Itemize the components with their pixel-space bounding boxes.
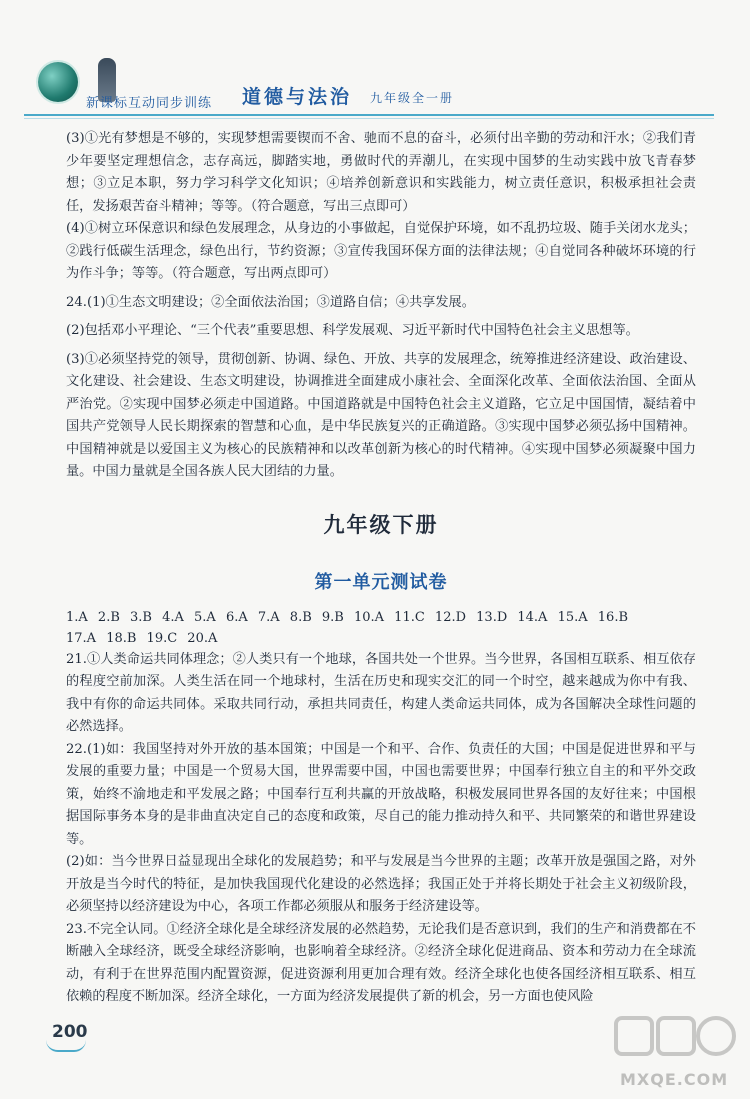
answer-paragraph: (3)①必须坚持党的领导，贯彻创新、协调、绿色、开放、共享的发展理念，统筹推进经济建设、政治建设、文化建设、社会建设、生态文明建设，协调推进全面建成小康社会、全面深化改革、全面依法治国、全面从严治党。②实现中国梦必须走中国道路。中国道路就是中国特色社会主义道路，它立足中国国情，凝结着中国共产党领导人民长期探索的智慧和心血，是中华民族复兴的正确道路。③实现中国梦必须弘扬中国精神。中国精神就是以爱国主义为核心的民族精神和以改革创新为核心的时代精神。④实现中国梦必须凝聚中国力量。中国力量就是全国各族人民大团结的力量。 [66, 351, 696, 479]
answer-paragraph: 22.(1)如：我国坚持对外开放的基本国策；中国是一个和平、合作、负责任的大国；中国是促进世界和平与发展的重要力量；中国是一个贸易大国，世界需要中国，中国也需要世界；中国奉行独立自主的和平外交政策，始终不渝地走和平发展之路；中国奉行互利共赢的开放战略，积极发展同世界各国的友好往来；中国根据国际事务本身的是非曲直决定自己的态度和政策，尽自己的能力推动持久和平、共同繁荣的和谐世界建设等。 [66, 741, 696, 847]
multiple-choice-answers: 17.A 18.B 19.C 20.A [66, 630, 218, 646]
answer-paragraph: 21.①人类命运共同体理念；②人类只有一个地球，各国共处一个世界。当今世界，各国相互联系、相互依存的程度空前加深。人类生活在同一个地球村，生活在历史和现实交汇的同一个时空，越来越成为你中有我、我中有你的命运共同体。采取共同行动，承担共同责任，构建人类命运共同体，成为各国解决全球性问题的必然选择。 [66, 651, 696, 734]
grade-label: 九年级全一册 [370, 91, 455, 105]
multiple-choice-answers: 1.A 2.B 3.B 4.A 5.A 6.A 7.A 8.B 9.B 10.A 11.C 12.D 13.D 14.A 15.A 16.B [66, 609, 628, 625]
answer-paragraph: 24.(1)①生态文明建设；②全面依法治国；③道路自信；④共享发展。 [66, 294, 475, 310]
watermark-text: MXQE.COM [620, 1070, 729, 1089]
globe-logo-icon [38, 62, 78, 102]
subject-title: 道德与法治 [242, 86, 353, 108]
page-header [24, 40, 724, 110]
unit-title: 第一单元测试卷 [314, 572, 448, 593]
answer-paragraph: 23.不完全认同。①经济全球化是全球经济发展的必然趋势，无论我们是否意识到，我们的生产和消费都在不断融入全球经济，既受全球经济影响，也影响着全球经济。②经济全球化促进商品、资本和劳动力在全球流动，有利于在世界范围内配置资源，促进资源利用更加合理有效。经济全球化也使各国经济相互联系、相互依赖的程度不断加深。经济全球化，一方面为经济发展提供了新的机会，另一方面也使风险 [66, 921, 696, 1004]
answer-paragraph: (2)包括邓小平理论、“三个代表”重要思想、科学发展观、习近平新时代中国特色社会主义思想等。 [66, 323, 639, 338]
page-number: 200 [52, 1022, 88, 1042]
answer-paragraph: (3)①光有梦想是不够的，实现梦想需要锲而不舍、驰而不息的奋斗，必须付出辛勤的劳动和汗水；②我们青少年要坚定理想信念，志存高远，脚踏实地，勇做时代的弄潮儿，在实现中国梦的生动实践中放飞青春梦想；③立足本职，努力学习科学文化知识；④培养创新意识和实践能力，树立责任意识，积极承担社会责任，发扬艰苦奋斗精神；等等。（符合题意，写出三点即可） [66, 131, 696, 214]
answer-paragraph: (2)如：当今世界日益显现出全球化的发展趋势；和平与发展是当今世界的主题；改革开放是强国之路，对外开放是当今时代的特征，是加快我国现代化建设的必然选择；我国正处于并将长期处于社会主义初级阶段，必须坚持以经济建设为中心，各项工作都必须服从和服务于经济建设等。 [66, 854, 696, 914]
header-divider [24, 114, 714, 116]
page-number-decoration [46, 1040, 86, 1052]
section-title: 九年级下册 [323, 511, 439, 537]
header-divider-thin [24, 118, 714, 119]
page-content [66, 128, 696, 1009]
series-title: 新课标互动同步训练 [86, 96, 213, 111]
answer-paragraph: (4)①树立环保意识和绿色发展理念，从身边的小事做起，自觉保护环境，如不乱扔垃圾、随手关闭水龙头；②践行低碳生活理念，绿色出行，节约资源；③宣传我国环保方面的法律法规；④自觉同各种破坏环境的行为作斗争；等等。（符合题意，写出两点即可） [66, 221, 696, 281]
